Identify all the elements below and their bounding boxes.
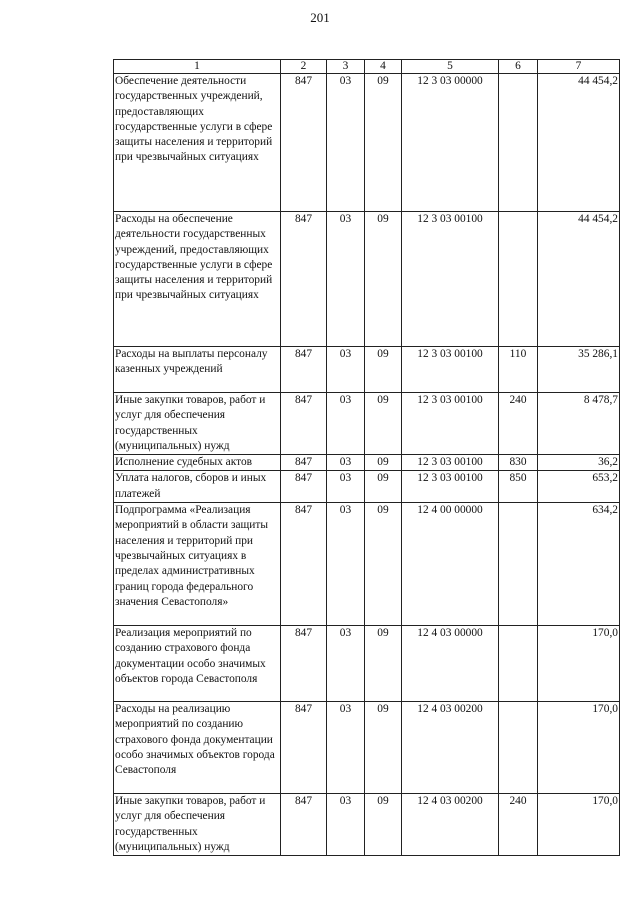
- row-name: Расходы на обеспечение деятельности государственных учреждений, предоставляющих государственные услуги в сфере защиты населения и территорий при чрезвычайных ситуациях: [114, 212, 281, 347]
- row-name: Уплата налогов, сборов и иных платежей: [114, 471, 281, 503]
- table-row: [114, 626, 620, 702]
- row-ministry-code: 847: [281, 626, 327, 702]
- column-header-5: 5: [402, 60, 499, 74]
- row-section-code: 03: [327, 471, 365, 503]
- row-target-code: 12 4 03 00000: [402, 626, 499, 702]
- table-row: [114, 455, 620, 471]
- row-target-code: 12 3 03 00100: [402, 393, 499, 455]
- row-subsection-code: 09: [365, 74, 402, 212]
- table-row: [114, 347, 620, 393]
- row-section-code: 03: [327, 393, 365, 455]
- row-type-code: 850: [499, 471, 538, 503]
- row-ministry-code: 847: [281, 393, 327, 455]
- row-type-code: 830: [499, 455, 538, 471]
- row-target-code: 12 3 03 00100: [402, 347, 499, 393]
- row-name: Обеспечение деятельности государственных учреждений, предоставляющих государственные услуги в сфере защиты населения и территорий при чрезвычайных ситуациях: [114, 74, 281, 212]
- row-amount: 634,2: [538, 503, 620, 626]
- column-header-7: 7: [538, 60, 620, 74]
- row-section-code: 03: [327, 212, 365, 347]
- table-row: [114, 702, 620, 794]
- row-ministry-code: 847: [281, 347, 327, 393]
- row-subsection-code: 09: [365, 455, 402, 471]
- row-section-code: 03: [327, 347, 365, 393]
- row-name: Иные закупки товаров, работ и услуг для обеспечения государственных (муниципальных) нужд: [114, 393, 281, 455]
- table-row: [114, 794, 620, 856]
- header-row: [114, 60, 620, 74]
- row-section-code: 03: [327, 702, 365, 794]
- column-header-3: 3: [327, 60, 365, 74]
- row-name: Расходы на выплаты персоналу казенных учреждений: [114, 347, 281, 393]
- row-type-code: [499, 626, 538, 702]
- row-target-code: 12 4 03 00200: [402, 794, 499, 856]
- row-name: Подпрограмма «Реализация мероприятий в области защиты населения и территорий при чрезвычайных ситуациях в пределах административных границ города федерального значения Севастополя»: [114, 503, 281, 626]
- row-target-code: 12 3 03 00100: [402, 212, 499, 347]
- row-ministry-code: 847: [281, 212, 327, 347]
- row-subsection-code: 09: [365, 212, 402, 347]
- table-header: [114, 60, 620, 74]
- row-target-code: 12 4 03 00200: [402, 702, 499, 794]
- column-header-1: 1: [114, 60, 281, 74]
- row-name: Исполнение судебных актов: [114, 455, 281, 471]
- row-type-code: [499, 503, 538, 626]
- row-amount: 170,0: [538, 702, 620, 794]
- row-type-code: [499, 212, 538, 347]
- row-amount: 170,0: [538, 626, 620, 702]
- row-section-code: 03: [327, 74, 365, 212]
- table-row: [114, 212, 620, 347]
- row-target-code: 12 4 00 00000: [402, 503, 499, 626]
- row-amount: 653,2: [538, 471, 620, 503]
- row-section-code: 03: [327, 626, 365, 702]
- column-header-2: 2: [281, 60, 327, 74]
- row-amount: 35 286,1: [538, 347, 620, 393]
- row-subsection-code: 09: [365, 702, 402, 794]
- row-ministry-code: 847: [281, 471, 327, 503]
- budget-table: [113, 59, 620, 856]
- column-header-6: 6: [499, 60, 538, 74]
- row-name: Иные закупки товаров, работ и услуг для обеспечения государственных (муниципальных) нужд: [114, 794, 281, 856]
- row-ministry-code: 847: [281, 74, 327, 212]
- table-row: [114, 74, 620, 212]
- row-ministry-code: 847: [281, 702, 327, 794]
- row-ministry-code: 847: [281, 455, 327, 471]
- row-name: Реализация мероприятий по созданию страхового фонда документации особо значимых объектов города Севастополя: [114, 626, 281, 702]
- row-amount: 44 454,2: [538, 212, 620, 347]
- row-amount: 44 454,2: [538, 74, 620, 212]
- row-subsection-code: 09: [365, 626, 402, 702]
- row-amount: 170,0: [538, 794, 620, 856]
- row-type-code: 240: [499, 393, 538, 455]
- row-section-code: 03: [327, 794, 365, 856]
- row-subsection-code: 09: [365, 347, 402, 393]
- row-subsection-code: 09: [365, 794, 402, 856]
- table-row: [114, 393, 620, 455]
- row-name: Расходы на реализацию мероприятий по созданию страхового фонда документации особо значимых объектов города Севастополя: [114, 702, 281, 794]
- page-number: 201: [310, 10, 330, 25]
- row-type-code: [499, 74, 538, 212]
- table-row: [114, 471, 620, 503]
- row-amount: 8 478,7: [538, 393, 620, 455]
- table-row: [114, 503, 620, 626]
- row-section-code: 03: [327, 503, 365, 626]
- row-amount: 36,2: [538, 455, 620, 471]
- column-header-4: 4: [365, 60, 402, 74]
- row-subsection-code: 09: [365, 393, 402, 455]
- row-ministry-code: 847: [281, 794, 327, 856]
- row-target-code: 12 3 03 00000: [402, 74, 499, 212]
- row-section-code: 03: [327, 455, 365, 471]
- table-body: [114, 74, 620, 856]
- row-subsection-code: 09: [365, 471, 402, 503]
- row-target-code: 12 3 03 00100: [402, 455, 499, 471]
- row-type-code: [499, 702, 538, 794]
- row-subsection-code: 09: [365, 503, 402, 626]
- row-type-code: 110: [499, 347, 538, 393]
- row-type-code: 240: [499, 794, 538, 856]
- row-ministry-code: 847: [281, 503, 327, 626]
- row-target-code: 12 3 03 00100: [402, 471, 499, 503]
